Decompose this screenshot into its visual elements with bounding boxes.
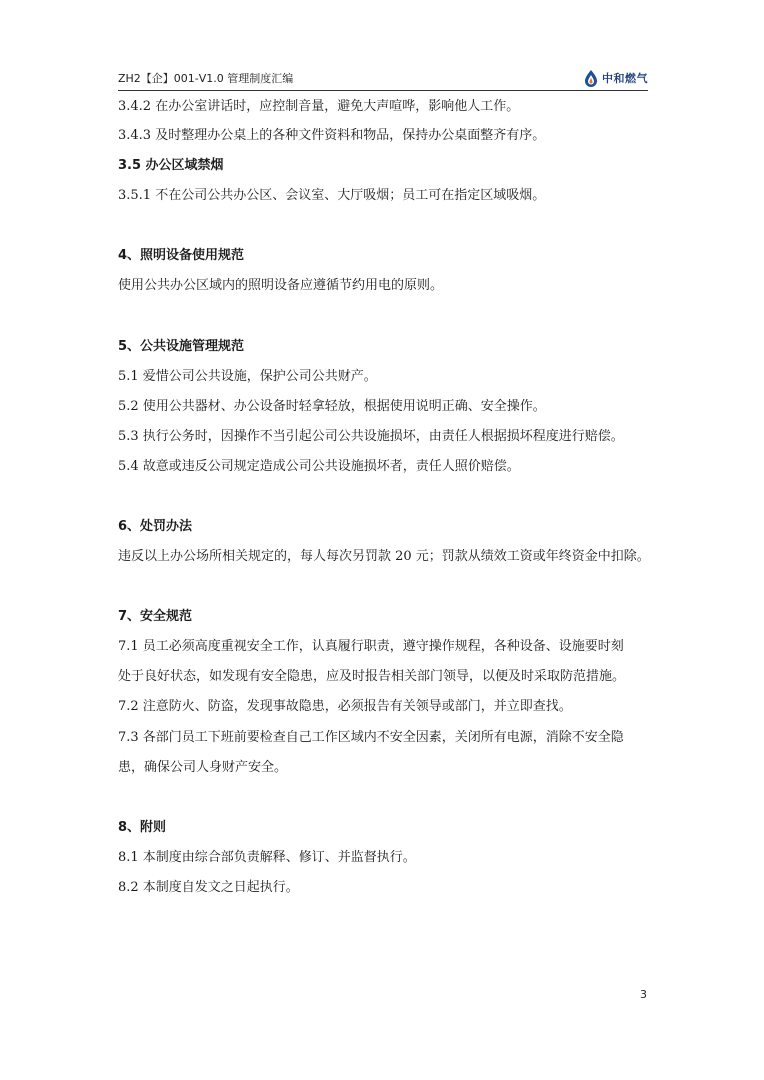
clause-3-4-3: 3.4.3 及时整理办公桌上的各种文件资料和物品，保持办公桌面整齐有序。 (118, 128, 546, 143)
clause-5-2: 5.2 使用公共器材、办公设备时轻拿轻放，根据使用说明正确、安全操作。 (118, 399, 546, 414)
section-3-5-heading: 3.5 办公区域禁烟 (118, 158, 224, 173)
logo-text: 中和燃气 (602, 72, 648, 85)
clause-3-5-1: 3.5.1 不在公司公共办公区、会议室、大厅吸烟；员工可在指定区域吸烟。 (118, 188, 546, 203)
page-number: 3 (640, 988, 647, 1001)
section-4-heading: 4、照明设备使用规范 (118, 248, 245, 263)
section-8-heading: 8、附则 (118, 820, 167, 835)
clause-3-4-2: 3.4.2 在办公室讲话时，应控制音量，避免大声喧哗，影响他人工作。 (118, 99, 520, 114)
header-title: ZH2【企】001-V1.0 管理制度汇编 (118, 72, 294, 85)
clause-7-1-line-1: 7.1 员工必须高度重视安全工作，认真履行职责，遵守操作规程，各种设备、设施要时刻 (118, 639, 624, 654)
clause-8-2: 8.2 本制度自发文之日起执行。 (118, 880, 299, 895)
clause-7-3-line-1: 7.3 各部门员工下班前要检查自己工作区域内不安全因素，关闭所有电源，消除不安全隐 (118, 730, 624, 745)
company-logo (583, 69, 648, 87)
clause-5-1: 5.1 爱惜公司公共设施，保护公司公共财产。 (118, 369, 377, 384)
clause-7-2: 7.2 注意防火、防盗，发现事故隐患，必须报告有关领导或部门，并立即查找。 (118, 699, 572, 714)
clause-5-4: 5.4 故意或违反公司规定造成公司公共设施损坏者，责任人照价赔偿。 (118, 459, 520, 474)
clause-5-3: 5.3 执行公务时，因操作不当引起公司公共设施损坏，由责任人根据损坏程度进行赔偿。 (118, 429, 624, 444)
section-7-heading: 7、安全规范 (118, 609, 193, 624)
section-6-body: 违反以上办公场所相关规定的，每人每次另罚款 20 元；罚款从绩效工资或年终资金中扣除。 (118, 549, 650, 564)
section-4-body: 使用公共办公区域内的照明设备应遵循节约用电的原则。 (118, 278, 444, 293)
flame-drop-logo-icon (583, 69, 599, 87)
section-5-heading: 5、公共设施管理规范 (118, 339, 245, 354)
clause-7-1-line-2: 处于良好状态，如发现有安全隐患，应及时报告相关部门领导，以便及时采取防范措施。 (118, 669, 626, 684)
page-header (118, 64, 648, 91)
clause-7-3-line-2: 患，确保公司人身财产安全。 (118, 760, 288, 775)
section-6-heading: 6、处罚办法 (118, 519, 193, 534)
clause-8-1: 8.1 本制度由综合部负责解释、修订、并监督执行。 (118, 850, 416, 865)
